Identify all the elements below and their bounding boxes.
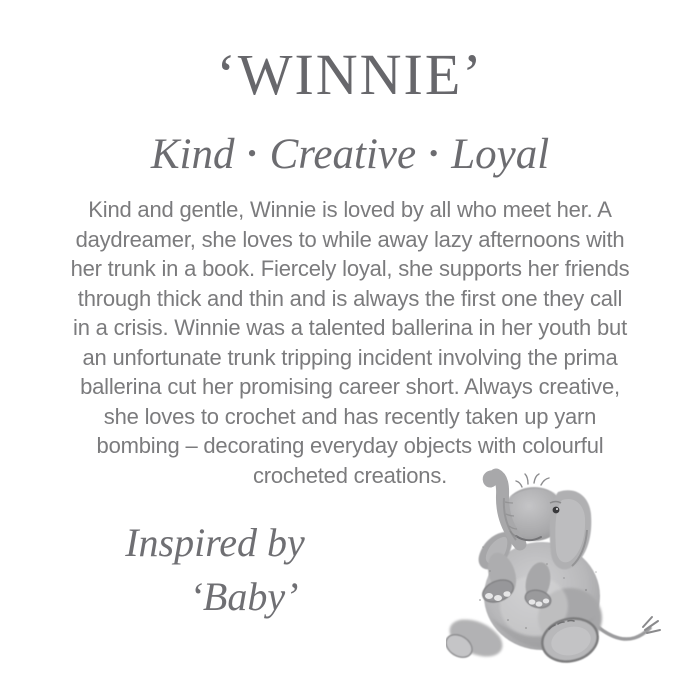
trait-kind: Kind — [150, 131, 235, 178]
inspired-by-caption — [85, 516, 345, 624]
inspired-name-line: ‘Baby’ — [189, 574, 299, 619]
description-line: crocheted creations. — [252, 462, 448, 488]
description-line: her trunk in a book. Fiercely loyal, she supports her friends — [70, 256, 630, 281]
traits-line — [0, 129, 700, 180]
description-line: in a crisis. Winnie was a talented ballerina in her youth but — [73, 315, 627, 340]
baby-elephant-illustration — [446, 450, 668, 672]
description-line: ballerina cut her promising career short. Always creative, — [80, 374, 620, 399]
inspired-by-line: Inspired by — [125, 520, 305, 565]
baby-elephant-watercolour-icon — [446, 450, 668, 672]
description-line: through thick and thin and is always the first one they call — [77, 285, 623, 311]
character-description — [30, 195, 670, 490]
character-name-title: ‘WINNIE’ — [216, 42, 484, 107]
bullet-separator-icon: • — [247, 139, 257, 168]
description-line: Kind and gentle, Winnie is loved by all who meet her. A — [88, 197, 612, 222]
bullet-separator-icon: • — [429, 139, 439, 168]
trait-creative: Creative — [269, 131, 417, 178]
trait-loyal: Loyal — [451, 131, 550, 178]
description-line: she loves to crochet and has recently taken up yarn — [103, 403, 597, 429]
description-line: an unfortunate trunk tripping incident involving the prima — [82, 344, 618, 370]
description-line: daydreamer, she loves to while away lazy afternoons with — [75, 226, 625, 252]
description-line: bombing – decorating everyday objects with colourful — [96, 433, 604, 458]
